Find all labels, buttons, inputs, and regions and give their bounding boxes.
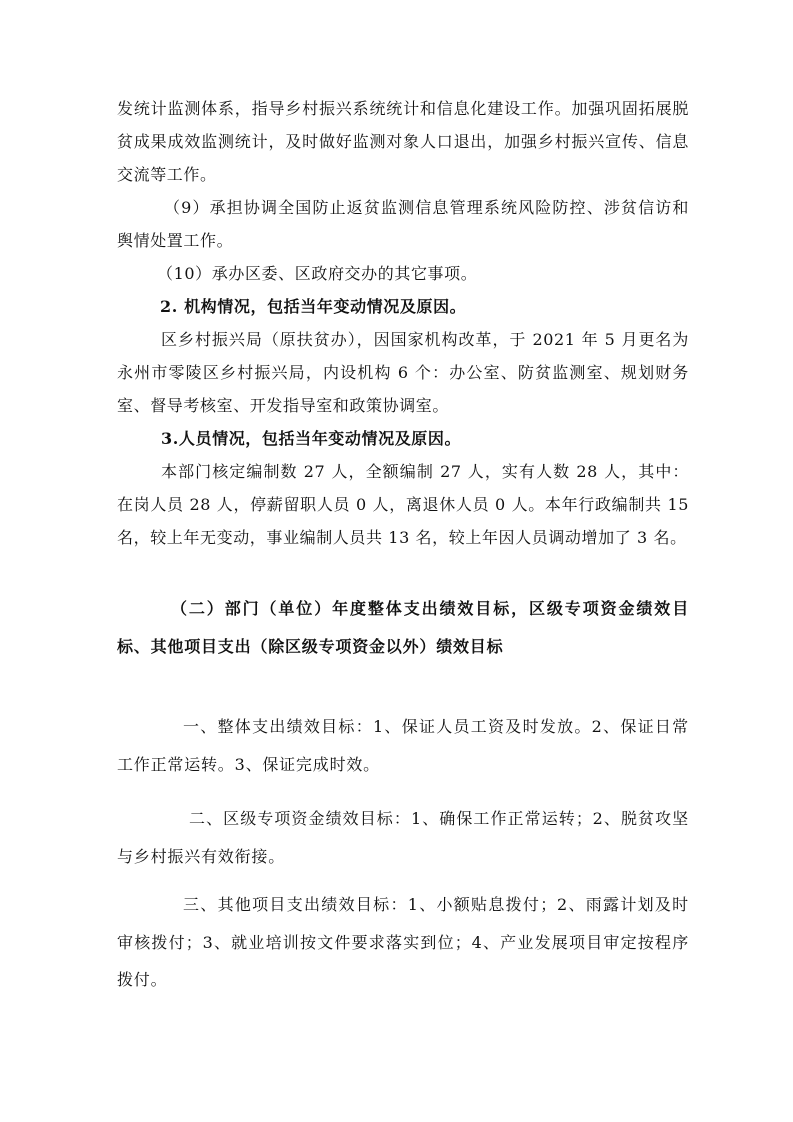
paragraph-item-10: （10）承办区委、区政府交办的其它事项。: [157, 264, 478, 283]
paragraph-item-9: （9）承担协调全国防止返贫监测信息管理系统风险防控、涉贫信访和舆情处置工作。: [117, 198, 689, 250]
heading-performance-goals: （二）部门（单位）年度整体支出绩效目标，区级专项资金绩效目标、其他项目支出（除区级专项资金以外）绩效目标: [117, 599, 689, 656]
paragraph-overall-goals: 一、整体支出绩效目标：1、保证人员工资及时发放。2、保证日常工作正常运转。3、保证完成时效。: [117, 717, 689, 774]
paragraph-other-project-goals: 三、其他项目支出绩效目标：1、小额贴息拨付；2、雨露计划及时审核拨付；3、就业培训按文件要求落实到位；4、产业发展项目审定按程序拨付。: [117, 895, 689, 989]
paragraph-monitoring-statistics: 发统计监测体系，指导乡村振兴系统统计和信息化建设工作。加强巩固拓展脱贫成果成效监测统计，及时做好监测对象人口退出，加强乡村振兴宣传、信息交流等工作。: [117, 99, 689, 184]
paragraph-special-fund-goals: 二、区级专项资金绩效目标：1、确保工作正常运转；2、脱贫攻坚与乡村振兴有效衔接。: [117, 809, 689, 866]
heading-institution-status: 2. 机构情况，包括当年变动情况及原因。: [160, 297, 467, 316]
paragraph-institution-details: 区乡村振兴局（原扶贫办），因国家机构改革，于 2021 年 5 月更名为永州市零陵区乡村振兴局，内设机构 6 个：办公室、防贫监测室、规划财务室、督导考核室、开发指导室和政策协调室。: [117, 330, 689, 415]
heading-personnel-status: 3.人员情况，包括当年变动情况及原因。: [161, 429, 462, 448]
paragraph-personnel-details: 本部门核定编制数 27 人，全额编制 27 人，实有人数 28 人，其中：在岗人员 28 人，停薪留职人员 0 人，离退休人员 0 人。本年行政编制共 15 名，较上年无变动，事业编制人员共 13 名，较上年因人员调动增加了 3 名。: [117, 462, 689, 547]
